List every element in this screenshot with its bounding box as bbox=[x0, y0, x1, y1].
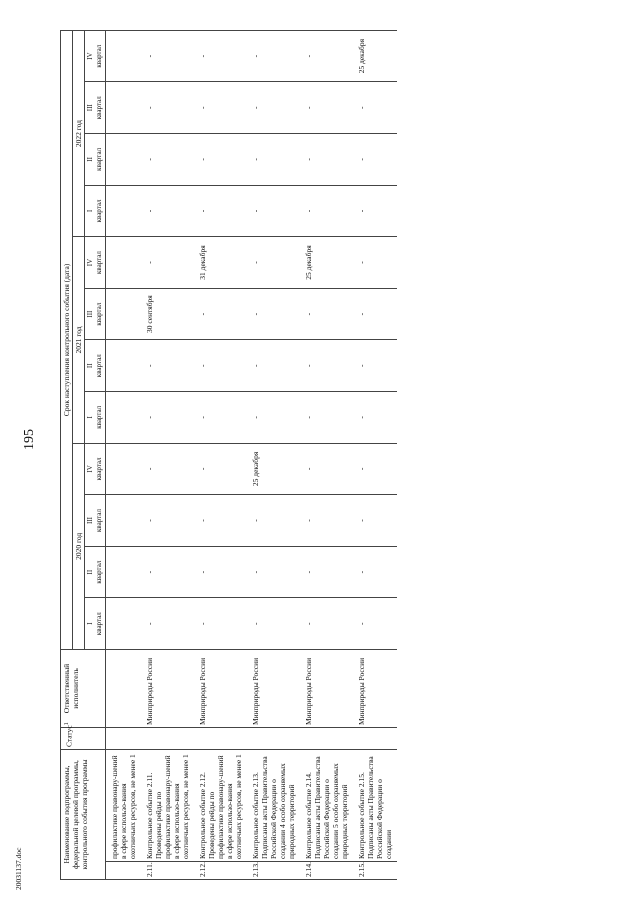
deadline-cell: - bbox=[300, 185, 353, 237]
deadline-cell: - bbox=[194, 392, 247, 444]
deadline-cell: - bbox=[353, 82, 397, 134]
deadline-cell: - bbox=[300, 392, 353, 444]
status-cell bbox=[141, 728, 194, 750]
deadline-cell: - bbox=[194, 546, 247, 598]
year-header: 2020 год bbox=[73, 443, 85, 649]
deadline-cell: - bbox=[300, 82, 353, 134]
event-name: Контрольное событие 2.15. Подписаны акты Правительства Российской Федерации о создании bbox=[353, 750, 397, 862]
deadline-cell: - bbox=[141, 185, 194, 237]
deadline-cell: 25 декабря bbox=[300, 237, 353, 289]
deadline-cell bbox=[106, 134, 142, 186]
status-cell bbox=[194, 728, 247, 750]
deadline-cell: 30 сентября bbox=[141, 288, 194, 340]
deadline-cell: - bbox=[141, 134, 194, 186]
deadline-cell: - bbox=[353, 288, 397, 340]
deadline-cell: - bbox=[141, 30, 194, 82]
executor-cell: Минприроды России bbox=[353, 650, 397, 728]
quarter-header: III квартал bbox=[85, 495, 106, 547]
row-number bbox=[106, 862, 142, 880]
quarter-header: I квартал bbox=[85, 392, 106, 444]
deadline-cell bbox=[106, 30, 142, 82]
deadline-cell bbox=[106, 546, 142, 598]
table-row bbox=[194, 30, 247, 879]
deadline-cell bbox=[106, 82, 142, 134]
quarter-header: III квартал bbox=[85, 82, 106, 134]
deadline-cell: 25 декабря bbox=[247, 443, 300, 495]
deadline-cell: - bbox=[194, 30, 247, 82]
deadline-cell: - bbox=[300, 598, 353, 650]
deadline-cell: - bbox=[353, 598, 397, 650]
control-events-table bbox=[60, 30, 397, 880]
event-name: Контрольное событие 2.13. Подписаны акты Правительства Российской Федерации о создании 4 особо охраняемых природных территорий bbox=[247, 750, 300, 862]
deadline-cell: - bbox=[141, 392, 194, 444]
deadline-cell: - bbox=[141, 598, 194, 650]
deadline-cell bbox=[106, 237, 142, 289]
deadline-cell: - bbox=[353, 134, 397, 186]
deadline-cell: - bbox=[353, 237, 397, 289]
quarter-header: II квартал bbox=[85, 546, 106, 598]
deadline-cell: - bbox=[194, 443, 247, 495]
quarter-header: IV квартал bbox=[85, 237, 106, 289]
quarter-header: II квартал bbox=[85, 134, 106, 186]
row-number: 2.13. bbox=[247, 862, 300, 880]
deadline-cell: - bbox=[247, 134, 300, 186]
quarter-header: II квартал bbox=[85, 340, 106, 392]
header-status: Статус$^1$ bbox=[61, 728, 106, 750]
quarter-header: I квартал bbox=[85, 598, 106, 650]
deadline-cell: - bbox=[353, 546, 397, 598]
table-row bbox=[247, 30, 300, 879]
deadline-cell: - bbox=[194, 495, 247, 547]
deadline-cell: - bbox=[300, 443, 353, 495]
deadline-cell bbox=[106, 340, 142, 392]
executor-cell: Минприроды России bbox=[194, 650, 247, 728]
deadline-cell: - bbox=[300, 30, 353, 82]
table-row bbox=[353, 30, 397, 879]
deadline-cell: 25 декабря bbox=[353, 30, 397, 82]
deadline-cell bbox=[106, 598, 142, 650]
deadline-cell: - bbox=[141, 237, 194, 289]
deadline-cell: - bbox=[247, 392, 300, 444]
executor-cell bbox=[106, 650, 142, 728]
deadline-cell: - bbox=[353, 340, 397, 392]
quarter-header: IV квартал bbox=[85, 443, 106, 495]
deadline-cell: - bbox=[300, 288, 353, 340]
deadline-cell: - bbox=[300, 340, 353, 392]
status-cell bbox=[353, 728, 397, 750]
deadline-cell bbox=[106, 443, 142, 495]
row-number: 2.14. bbox=[300, 862, 353, 880]
status-cell bbox=[106, 728, 142, 750]
executor-cell: Минприроды России bbox=[300, 650, 353, 728]
status-cell bbox=[247, 728, 300, 750]
deadline-cell: - bbox=[353, 392, 397, 444]
deadline-cell: 31 декабря bbox=[194, 237, 247, 289]
header-executor: Ответственный исполнитель bbox=[61, 650, 106, 728]
deadline-cell: - bbox=[194, 134, 247, 186]
deadline-cell bbox=[106, 392, 142, 444]
deadline-cell bbox=[106, 185, 142, 237]
deadline-cell: - bbox=[247, 237, 300, 289]
deadline-cell: - bbox=[141, 340, 194, 392]
footer-code: 20031137.doc bbox=[14, 847, 23, 890]
deadline-cell: - bbox=[300, 495, 353, 547]
deadline-cell: - bbox=[141, 443, 194, 495]
deadline-cell: - bbox=[247, 495, 300, 547]
deadline-cell: - bbox=[141, 82, 194, 134]
deadline-cell: - bbox=[353, 443, 397, 495]
page-number: 195 bbox=[22, 429, 37, 450]
deadline-cell: - bbox=[247, 546, 300, 598]
event-name: Контрольное событие 2.11. Проведены рейды по профилактике правонару-шений в сфере использо-вания охотничьих ресурсов, не менее 1 bbox=[141, 750, 194, 862]
deadline-cell: - bbox=[247, 598, 300, 650]
status-cell bbox=[300, 728, 353, 750]
deadline-cell: - bbox=[141, 546, 194, 598]
table-row bbox=[141, 30, 194, 879]
year-header: 2021 год bbox=[73, 237, 85, 443]
quarter-header: I квартал bbox=[85, 185, 106, 237]
deadline-cell: - bbox=[141, 495, 194, 547]
deadline-cell: - bbox=[353, 495, 397, 547]
deadline-cell: - bbox=[194, 288, 247, 340]
deadline-cell: - bbox=[194, 598, 247, 650]
row-number: 2.12. bbox=[194, 862, 247, 880]
quarter-header: IV квартал bbox=[85, 30, 106, 82]
deadline-cell: - bbox=[247, 30, 300, 82]
executor-cell: Минприроды России bbox=[141, 650, 194, 728]
deadline-cell: - bbox=[300, 546, 353, 598]
table-row bbox=[106, 30, 142, 879]
event-name: Контрольное событие 2.14. Подписаны акты Правительства Российской Федерации о создании 5 особо охраняемых природных территорий bbox=[300, 750, 353, 862]
deadline-cell: - bbox=[247, 82, 300, 134]
deadline-cell: - bbox=[247, 340, 300, 392]
event-name: Контрольное событие 2.12. Проведены рейды по профилактике правонару-шений в сфере использо-вания охотничьих ресурсов, не менее 1 bbox=[194, 750, 247, 862]
deadline-cell: - bbox=[194, 185, 247, 237]
deadline-cell: - bbox=[247, 288, 300, 340]
rotated-table-wrapper bbox=[60, 30, 580, 880]
executor-cell: Минприроды России bbox=[247, 650, 300, 728]
event-name: профилактике правонару-шений в сфере использо-вания охотничьих ресурсов, не менее 1 bbox=[106, 750, 142, 862]
deadline-cell: - bbox=[247, 185, 300, 237]
table-row bbox=[300, 30, 353, 879]
table-body bbox=[106, 30, 398, 879]
year-header: 2022 год bbox=[73, 30, 85, 236]
row-number: 2.11. bbox=[141, 862, 194, 880]
row-number: 2.15. bbox=[353, 862, 397, 880]
deadline-cell: - bbox=[300, 134, 353, 186]
deadline-cell: - bbox=[353, 185, 397, 237]
header-name: Наименование подпрограммы, федеральной целевой программы, контрольного события программы bbox=[61, 750, 106, 880]
header-deadline: Срок наступления контрольного события (дата) bbox=[61, 30, 73, 649]
quarter-header: III квартал bbox=[85, 288, 106, 340]
deadline-cell: - bbox=[194, 340, 247, 392]
deadline-cell bbox=[106, 288, 142, 340]
deadline-cell bbox=[106, 495, 142, 547]
deadline-cell: - bbox=[194, 82, 247, 134]
